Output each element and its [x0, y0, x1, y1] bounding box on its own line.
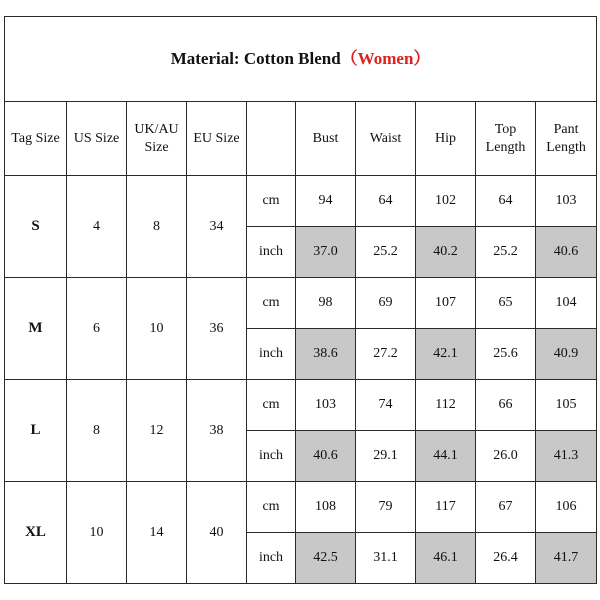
waist-cell: 27.2 — [356, 329, 416, 380]
hip-cell: 40.2 — [416, 227, 476, 278]
tag-size-cell: S — [5, 176, 67, 278]
unit-cell: inch — [247, 431, 296, 482]
bust-cell: 103 — [296, 380, 356, 431]
header-eu-size: EU Size — [187, 102, 247, 176]
top-length-cell: 25.2 — [476, 227, 536, 278]
waist-cell: 31.1 — [356, 533, 416, 584]
waist-cell: 29.1 — [356, 431, 416, 482]
pant-length-cell: 40.6 — [536, 227, 597, 278]
unit-cell: cm — [247, 278, 296, 329]
pant-length-cell: 104 — [536, 278, 597, 329]
header-waist: Waist — [356, 102, 416, 176]
header-hip: Hip — [416, 102, 476, 176]
header-us-size: US Size — [67, 102, 127, 176]
us-size-cell: 6 — [67, 278, 127, 380]
unit-cell: inch — [247, 329, 296, 380]
bust-cell: 98 — [296, 278, 356, 329]
us-size-cell: 4 — [67, 176, 127, 278]
chart-title — [5, 17, 597, 102]
size-chart-table — [4, 16, 597, 584]
hip-cell: 117 — [416, 482, 476, 533]
hip-cell: 42.1 — [416, 329, 476, 380]
unit-cell: cm — [247, 380, 296, 431]
pant-length-cell: 40.9 — [536, 329, 597, 380]
unit-cell: inch — [247, 227, 296, 278]
hip-cell: 46.1 — [416, 533, 476, 584]
bust-cell: 108 — [296, 482, 356, 533]
material-label: Material: Cotton Blend — [170, 49, 341, 69]
tag-size-cell: XL — [5, 482, 67, 584]
header-bust: Bust — [296, 102, 356, 176]
header-uk-au-size: UK/AU Size — [127, 102, 187, 176]
pant-length-cell: 103 — [536, 176, 597, 227]
top-length-cell: 67 — [476, 482, 536, 533]
unit-cell: inch — [247, 533, 296, 584]
waist-cell: 69 — [356, 278, 416, 329]
uk-au-size-cell: 10 — [127, 278, 187, 380]
bust-cell: 42.5 — [296, 533, 356, 584]
hip-cell: 112 — [416, 380, 476, 431]
unit-cell: cm — [247, 176, 296, 227]
top-length-cell: 26.4 — [476, 533, 536, 584]
uk-au-size-cell: 14 — [127, 482, 187, 584]
top-length-cell: 64 — [476, 176, 536, 227]
top-length-cell: 65 — [476, 278, 536, 329]
size-row-xl-cm — [5, 482, 597, 533]
bust-cell: 38.6 — [296, 329, 356, 380]
pant-length-cell: 106 — [536, 482, 597, 533]
header-top-length: Top Length — [476, 102, 536, 176]
header-tag-size: Tag Size — [5, 102, 67, 176]
bust-cell: 37.0 — [296, 227, 356, 278]
uk-au-size-cell: 8 — [127, 176, 187, 278]
waist-cell: 25.2 — [356, 227, 416, 278]
top-length-cell: 66 — [476, 380, 536, 431]
tag-size-cell: L — [5, 380, 67, 482]
us-size-cell: 8 — [67, 380, 127, 482]
pant-length-cell: 41.3 — [536, 431, 597, 482]
header-unit — [247, 102, 296, 176]
eu-size-cell: 40 — [187, 482, 247, 584]
pant-length-cell: 41.7 — [536, 533, 597, 584]
size-row-l-cm — [5, 380, 597, 431]
size-row-s-cm — [5, 176, 597, 227]
audience-label: （Women） — [340, 49, 431, 69]
waist-cell: 79 — [356, 482, 416, 533]
hip-cell: 107 — [416, 278, 476, 329]
waist-cell: 74 — [356, 380, 416, 431]
unit-cell: cm — [247, 482, 296, 533]
top-length-cell: 26.0 — [476, 431, 536, 482]
hip-cell: 102 — [416, 176, 476, 227]
size-row-m-cm — [5, 278, 597, 329]
eu-size-cell: 36 — [187, 278, 247, 380]
title-row — [5, 17, 597, 102]
hip-cell: 44.1 — [416, 431, 476, 482]
bust-cell: 40.6 — [296, 431, 356, 482]
header-row — [5, 102, 597, 176]
eu-size-cell: 34 — [187, 176, 247, 278]
us-size-cell: 10 — [67, 482, 127, 584]
pant-length-cell: 105 — [536, 380, 597, 431]
header-pant-length: Pant Length — [536, 102, 597, 176]
tag-size-cell: M — [5, 278, 67, 380]
uk-au-size-cell: 12 — [127, 380, 187, 482]
top-length-cell: 25.6 — [476, 329, 536, 380]
bust-cell: 94 — [296, 176, 356, 227]
eu-size-cell: 38 — [187, 380, 247, 482]
waist-cell: 64 — [356, 176, 416, 227]
